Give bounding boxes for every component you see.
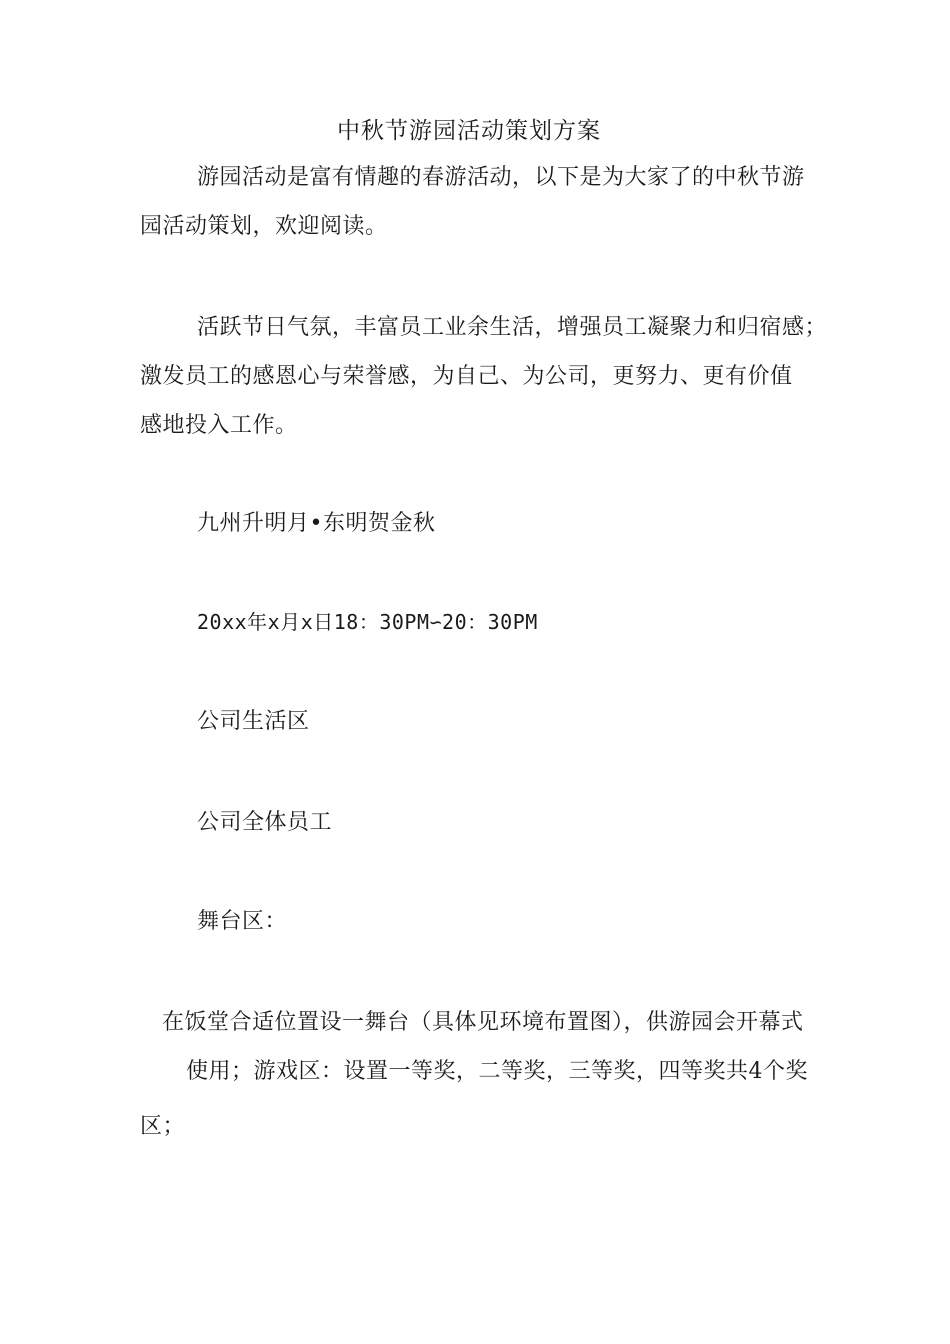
participants-line: 公司全体员工	[197, 810, 333, 835]
theme-line: 九州升明月•东明贺金秋	[197, 511, 436, 536]
time-line: 20xx年x月x日18：30PM∽20：30PM	[197, 610, 538, 634]
stage-heading: 舞台区：	[197, 909, 288, 934]
stage-line-3: 区；	[140, 1114, 186, 1139]
purpose-line-1: 活跃节日气氛，丰富员工业余生活，增强员工凝聚力和归宿感；	[197, 315, 828, 340]
stage-line-1: 在饭堂合适位置设一舞台（具体见环境布置图），供游园会开幕式	[162, 1010, 804, 1035]
stage-line-2: 使用；游戏区：设置一等奖，二等奖，三等奖，四等奖共4个奖	[186, 1059, 808, 1084]
intro-line-2: 园活动策划，欢迎阅读。	[140, 214, 388, 239]
purpose-line-2: 激发员工的感恩心与荣誉感，为自己、为公司，更努力、更有价值	[140, 364, 793, 389]
document-title: 中秋节游园活动策划方案	[337, 118, 601, 144]
intro-line-1: 游园活动是富有情趣的春游活动，以下是为大家了的中秋节游	[197, 165, 805, 190]
purpose-line-3: 感地投入工作。	[140, 413, 298, 438]
location-line: 公司生活区	[197, 709, 310, 734]
